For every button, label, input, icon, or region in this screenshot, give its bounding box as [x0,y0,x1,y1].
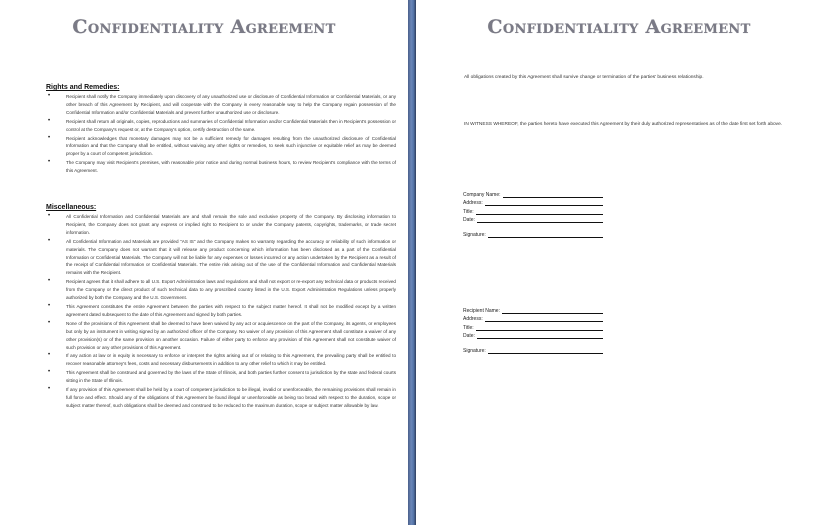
misc-list [46,213,396,411]
section-heading-misc: Miscellaneous: [46,204,97,211]
list-item: • Recipient shall return all originals, copies, reproductions and summaries of Confidential Information and/or Confidential Materials then in Recipient's possession or control at the Company's request or, at the Company's option, certify destruction of the same. [46,118,396,134]
blank-line[interactable] [488,232,603,238]
company-name-field[interactable] [463,190,603,198]
blank-line[interactable] [503,192,603,198]
blank-line[interactable] [485,200,603,206]
list-item: • None of the provisions of this Agreement shall be deemed to have been waived by any act or acquiescence on the part of the Company, its agents, or employees but only by an instrument in writing signed by an authorized officer of the Company. No waiver of any provision of this Agreement shall constitute a waiver of any other provision(s) or of the same provision on another occasion. Failure of either party to enforce any provision of this Agreement shall not constitute waiver of such provision or any other provisions of this Agreement. [46,320,396,352]
list-item: • If any provision of this Agreement shall be held by a court of competent jurisdiction to be illegal, invalid or unenforceable, the remaining provisions shall remain in full force and effect. Should any of the obligations of this Agreement be found illegal or unenforceable as being too broad with respect to the duration, scope or subject matter thereof, such obligations shall be deemed and construed to be reduced to the maximum duration, scope or subject matter allowable by law. [46,386,396,410]
survival-clause: All obligations created by this Agreement shall survive change or termination of the parties' business relationship. [464,75,704,80]
company-date-field[interactable] [463,215,603,223]
recipient-signature-block [463,306,603,354]
company-address-field[interactable] [463,198,603,206]
blank-line[interactable] [488,348,603,354]
blank-line[interactable] [476,209,603,215]
list-item: • The Company may visit Recipient's premises, with reasonable prior notice and during normal business hours, to review Recipient's compliance with the terms of this Agreement. [46,159,396,175]
rights-list [46,93,396,176]
list-item: • All Confidential Information and Materials are provided "AS IS" and the Company makes no warranty regarding the accuracy or reliability of such information or materials. The Company does not warrant that it will release any product concerning which information has been disclosed as a part of the Confidential Information or Confidential Materials. The Company will not be liable for any expenses or losses incurred or any action undertaken by the Recipient as a result of the receipt of Confidential Information or Confidential Materials. The entire risk arising out of the use of the Confidential Information and Confidential Materials remains with the Recipient. [46,238,396,278]
blank-line[interactable] [477,333,603,339]
page-title: Confidentiality Agreement [487,16,751,38]
field-label: Date: [463,216,475,223]
field-label: Signature: [463,347,486,354]
company-title-field[interactable] [463,206,603,214]
document-page-right [416,0,822,525]
list-item: • Recipient acknowledges that monetary damages may not be a sufficient remedy for damages resulting from the unauthorized disclosure of Confidential Information and that the Company shall be entitled, without waiving any other rights or remedies, to seek such injunctive or equitable relief as may be deemed proper by a court of competent jurisdiction. [46,135,396,159]
page-divider [408,0,416,525]
witness-clause: IN WITNESS WHEREOF, the parties hereto have executed this Agreement by their duly authorized representatives as of the date first set forth above. [464,122,783,127]
list-item: • This Agreement constitutes the entire Agreement between the parties with respect to the subject matter hereof. It shall not be modified except by a written agreement dated subsequent to the date of this Agreement and signed by both parties. [46,303,396,319]
field-label: Recipient Name: [463,308,500,315]
field-label: Signature: [463,231,486,238]
field-label: Title: [463,208,474,215]
company-signature-field[interactable] [463,230,603,238]
field-label: Company Name: [463,192,501,199]
list-item: • If any action at law or in equity is necessary to enforce or interpret the rights arising out of or relating to this Agreement, the prevailing party shall be entitled to recover reasonable attorney's fees, costs and necessary disbursements in addition to any other relief to which it may be entitled. [46,352,396,368]
blank-line[interactable] [476,325,603,331]
list-item: • This Agreement shall be construed and governed by the laws of the State of Illinois, and both parties further consent to jurisdiction by the state and federal courts sitting in the State of Illinois. [46,369,396,385]
blank-line[interactable] [502,308,603,314]
recipient-signature-field[interactable] [463,346,603,354]
list-item: • Recipient shall notify the Company immediately upon discovery of any unauthorized use or disclosure of Confidential Information or Confidential Materials, or any other breach of this Agreement by Recipient, and will cooperate with the Company in every reasonable way to help the Company regain possession of the Confidential Information and/or Confidential Materials and prevent further unauthorized use or disclosure. [46,93,396,117]
section-heading-rights: Rights and Remedies: [46,84,120,91]
field-label: Address: [463,200,483,207]
document-page-left [0,0,408,525]
recipient-name-field[interactable] [463,306,603,314]
recipient-title-field[interactable] [463,322,603,330]
company-signature-block [463,190,603,238]
recipient-date-field[interactable] [463,331,603,339]
blank-line[interactable] [485,316,603,322]
recipient-address-field[interactable] [463,314,603,322]
field-label: Title: [463,324,474,331]
field-label: Address: [463,316,483,323]
list-item: • All Confidential Information and Confidential Materials are and shall remain the sole and exclusive property of the Company. By disclosing information to Recipient, the Company does not grant any express or implied right to Recipient to or under the Company patents, copyrights, trademarks, or trade secret information. [46,213,396,237]
field-label: Date: [463,332,475,339]
page-title: Confidentiality Agreement [72,16,336,38]
list-item: • Recipient agrees that it shall adhere to all U.S. Export Administration laws and regulations and shall not export or re-export any technical data or products received from the Company or the direct product of such technical data to any proscribed country listed in the U.S. Export Administration Regulations unless properly authorized by both the Company and the U.S. Government. [46,278,396,302]
blank-line[interactable] [477,217,603,223]
